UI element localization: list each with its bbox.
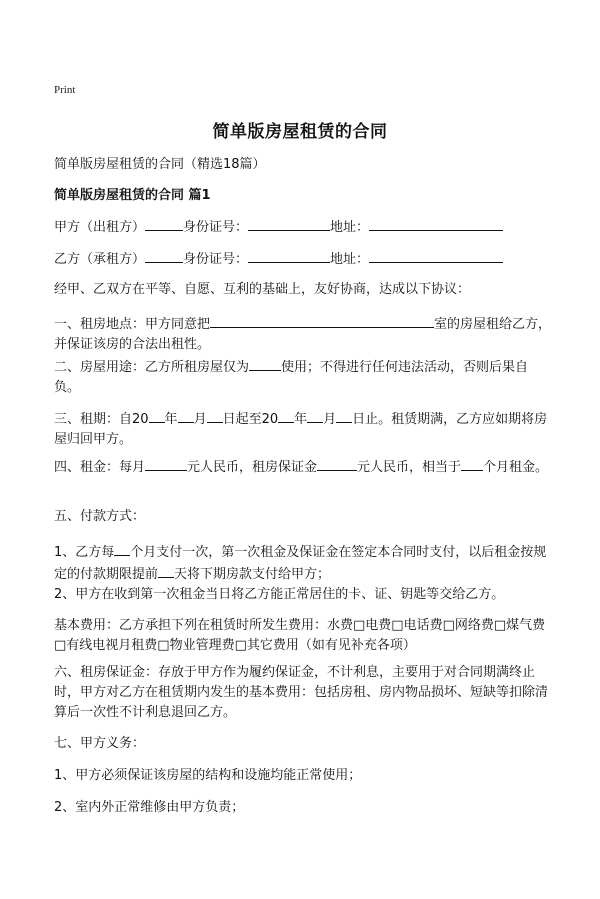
end-year-blank <box>278 408 294 423</box>
clause-3-end-month-label: 月 <box>323 412 337 427</box>
clause-6-paragraph: 六、租房保证金：存放于甲方作为履约保证金，不计利息，主要用于对合同期满终止时，甲方对乙方在租赁期内发生的基本费用：包括房租、房内物品损坏、短缺等扣除清算后一次性不计利息退回乙方。 <box>54 665 549 720</box>
clause-4-text-a: 四、租金：每月 <box>54 460 146 475</box>
clause-4-text-d: 个月租金。 <box>483 460 549 475</box>
party-b-address-label: 地址： <box>330 252 370 267</box>
payment-1-text-b: 个月支付一次，第一次租金及保证金在签定本合同时支付，以后租金按规定的付款期限提前 <box>54 545 547 582</box>
clause-4-text-b: 元人民币，租房保证金 <box>187 460 318 475</box>
party-b-id-label: 身份证号： <box>183 252 249 267</box>
document-title: 简单版房屋租赁的合同 <box>212 122 388 142</box>
start-month-blank <box>178 408 194 423</box>
end-month-blank <box>307 408 323 423</box>
clause-2-use-blank <box>249 356 281 371</box>
clause-5-heading: 五、付款方式： <box>54 509 146 524</box>
clause-3-month-label: 月 <box>193 412 207 427</box>
clause-3-text-g: 日止。租赁期满，乙方应如期将房屋归回甲方。 <box>54 412 548 447</box>
clause-1-text-b: 室的房屋租给乙方，并保证该房的合法出租性。 <box>54 317 552 352</box>
start-year-blank <box>149 408 165 423</box>
payment-interval-blank <box>114 541 130 556</box>
clause-1-text-a: 一、租房地点：甲方同意把 <box>54 317 211 332</box>
party-b-line <box>54 248 554 270</box>
payment-1-text-c: 天将下期房款支付给甲方； <box>174 567 331 582</box>
party-a-name-blank <box>145 216 183 231</box>
document-subtitle: 简单版房屋租赁的合同（精选18篇） <box>54 157 266 172</box>
start-day-blank <box>207 408 223 423</box>
duty-item-1: 1、甲方必须保证该房屋的结构和设施均能正常使用； <box>54 768 362 783</box>
payment-item-1 <box>54 541 554 585</box>
payment-days-blank <box>158 563 174 578</box>
deposit-months-blank <box>461 456 483 471</box>
payment-1-text-a: 1、乙方每 <box>54 545 115 560</box>
basic-fee-paragraph: 基本费用：乙方承担下列在租赁时所发生费用：水费□电费□电话费□网络费□煤气费□有线电视月租费□物业管理费□其它费用（如有见补充各项） <box>54 618 546 653</box>
party-a-label: 甲方（出租方） <box>54 220 146 235</box>
clause-4-text-c: 元人民币，相当于 <box>357 460 462 475</box>
party-b-name-blank <box>145 248 183 263</box>
intro-paragraph: 经甲、乙双方在平等、自愿、互利的基础上，友好协商，达成以下协议： <box>54 282 471 297</box>
deposit-blank <box>317 456 357 471</box>
print-label: Print <box>54 84 76 96</box>
payment-item-2: 2、甲方在收到第一次租金当日将乙方能正常居住的卡、证、钥匙等交给乙方。 <box>54 587 505 602</box>
party-b-address-blank <box>369 248 503 263</box>
party-a-id-blank <box>248 216 330 231</box>
clause-3-text-d: 日起至20 <box>222 412 279 427</box>
clause-3-end-year-label: 年 <box>294 412 308 427</box>
party-a-id-label: 身份证号： <box>183 220 249 235</box>
clause-2-text-b: 使用；不得进行任何违法活动，否则后果自负。 <box>54 360 529 395</box>
clause-3-text-a: 三、租期：自20 <box>54 412 149 427</box>
party-a-address-label: 地址： <box>330 220 370 235</box>
clause-1-paragraph <box>54 313 554 355</box>
clause-4-paragraph <box>54 456 554 478</box>
party-a-address-blank <box>369 216 503 231</box>
end-day-blank <box>336 408 352 423</box>
party-a-line <box>54 216 554 238</box>
duty-item-2: 2、室内外正常维修由甲方负责； <box>54 800 245 815</box>
party-b-label: 乙方（承租方） <box>54 252 146 267</box>
monthly-rent-blank <box>145 456 187 471</box>
clause-3-paragraph <box>54 408 554 450</box>
clause-1-address-blank <box>210 313 434 328</box>
clause-2-text-a: 二、房屋用途：乙方所租房屋仅为 <box>54 360 250 375</box>
party-b-id-blank <box>248 248 330 263</box>
clause-2-paragraph <box>54 356 554 398</box>
clause-3-year-label: 年 <box>164 412 178 427</box>
section-heading: 简单版房屋租赁的合同 篇1 <box>54 188 211 203</box>
clause-7-heading: 七、甲方义务： <box>54 736 146 751</box>
